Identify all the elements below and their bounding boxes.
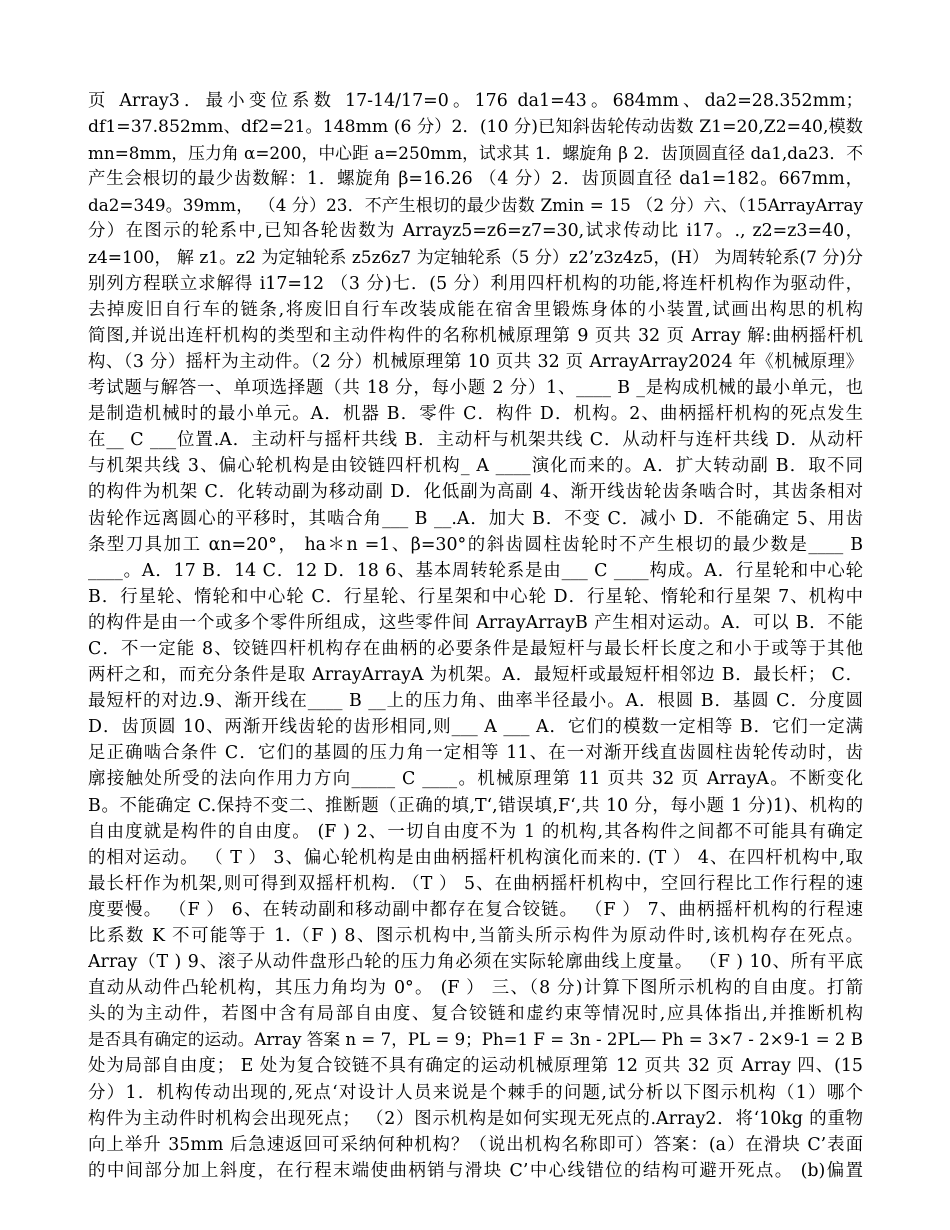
text-line: 的构件为机架 C．化转动副为移动副 D．化低副为高副 4、渐开线齿轮齿条啮合时，其齿条相对	[88, 482, 863, 503]
text-line: 度要慢。 （F ） 6、在转动副和移动副中都存在复合铰链。 （F ） 7、曲柄摇杆机构的行程速	[88, 899, 863, 920]
text-line: 在__ C ___位置.A．主动杆与摇杆共线 B．主动杆与机架共线 C．从动杆与连杆共线 D．从动杆	[88, 430, 863, 451]
text-line: 是否具有确定的运动。Array 答案 n = 7，PL = 9；Ph=1 F = 3n - 2PL— Ph = 3×7 - 2×9-1 = 2 B	[88, 1030, 863, 1050]
text-line: 构件为主动件时机构会出现死点； （2）图示机构是如何实现无死点的.Array2．将‘10kg 的重物	[88, 1108, 863, 1129]
text-line: 最短杆的对边.9、渐开线在____ B __上的压力角、曲率半径最小。A．根圆 B．基圆 C．分度圆	[88, 691, 863, 712]
text-line: df1=37.852mm、df2=21。148mm (6 分）2．(10 分)已知斜齿轮传动齿数 Z1=20,Z2=40,模数	[88, 117, 863, 138]
text-line: 处为局部自由度； E 处为复合铰链不具有确定的运动机械原理第 12 页共 32 页 Array 四、(15	[88, 1056, 863, 1077]
text-line: mn=8mm，压力角 α=200，中心距 a=250mm，试求其 1．螺旋角 β 2．齿顶圆直径 da1,da23．不	[88, 143, 863, 164]
text-line: 与机架共线 3、偏心轮机构是由铰链四杆机构_ A ____演化而来的。A．扩大转动副 B．取不同	[88, 456, 863, 477]
text-line: 是制造机械时的最小单元。A．机器 B．零件 C．构件 D．机构。2、曲柄摇杆机构的死点发生	[88, 404, 863, 425]
text-line: 的中间部分加上斜度，在行程末端使曲柄销与滑块 C’中心线错位的结构可避开死点。 (b)偏置	[88, 1160, 863, 1181]
text-line: 构、（3 分）摇杆为主动件。（2 分）机械原理第 10 页共 32 页 ArrayArray2024 年《机械原理》	[88, 351, 863, 372]
text-line: ____。A．17 B．14 C．12 D．18 6、基本周转轮系是由___ C ____构成。A．行星轮和中心轮	[88, 560, 863, 581]
text-line: 分）1．机构传动出现的,死点‘对设计人员来说是个棘手的问题,试分析以下图示机构（1）哪个	[88, 1082, 863, 1103]
text-line: 廓接触处所受的法向作用力方向_____ C ____。机械原理第 11 页共 32 页 ArrayA。不断变化	[88, 769, 863, 790]
text-line: 比系数 K 不可能等于 1.（F ) 8、图示机构中,当箭头所示构件为原动件时,该机构存在死点。	[88, 926, 863, 946]
text-line: C．不一定能 8、铰链四杆机构存在曲柄的必要条件是最短杆与最长杆长度之和小于或等于其他	[88, 638, 863, 659]
text-line: 简图,并说出连杆机构的类型和主动件构件的名称机械原理第 9 页共 32 页 Array 解:曲柄摇杆机	[88, 325, 863, 346]
document-body-text	[88, 88, 863, 1184]
text-line: Array（T ) 9、滚子从动件盘形凸轮的压力角必须在实际轮廓曲线上度量。 （F ) 10、所有平底	[88, 952, 863, 973]
text-line: 页 Array3．最小变位系数 17-14/17=0。176 da1=43。684mm、da2=28.352mm；	[88, 91, 863, 111]
text-line: 两杆之和，而充分条件是取 ArrayArrayA 为机架。A．最短杆或最短杆相邻边 B．最长杆； C．	[88, 665, 863, 686]
text-line: 分）在图示的轮系中,已知各轮齿数为 Arrayz5=z6=z7=30,试求传动比 i17。., z2=z3=40，	[88, 221, 863, 242]
text-line: da2=349。39mm， （4 分）23．不产生根切的最少齿数 Zmin = 15 （2 分）六、（15ArrayArray	[88, 195, 863, 216]
text-line: 条型刀具加工 αn=20°， ha＊n =1、β=30°的斜齿圆柱齿轮时不产生根切的最少数是____ B	[88, 534, 863, 555]
text-line: 最长杆作为机架,则可得到双摇杆机构. （T ） 5、在曲柄摇杆机构中，空回行程比工作行程的速	[88, 873, 863, 894]
text-line: B。不能确定 C.保持不变二、推断题（正确的填,T‘,错误填,F‘,共 10 分，每小题 1 分)1)、机构的	[88, 795, 863, 816]
text-line: 向上举升 35mm 后急速返回可采纳何种机构？（说出机构名称即可）答案：(a）在滑块 C’表面	[88, 1134, 863, 1155]
text-line: 的构件是由一个或多个零件所组成，这些零件间 ArrayArrayB 产生相对运动。A．可以 B．不能	[88, 612, 863, 633]
text-line: 产生会根切的最少齿数解：1．螺旋角 β=16.26 （4 分）2．齿顶圆直径 da1=182。667mm，	[88, 169, 863, 190]
text-line: 的相对运动。 （ T ） 3、偏心轮机构是由曲柄摇杆机构演化而来的. (T ） 4、在四杆机构中,取	[88, 847, 863, 868]
text-line: D．齿顶圆 10、两渐开线齿轮的齿形相同,则___ A ___ A．它们的模数一定相等 B．它们一定满	[88, 717, 863, 738]
text-line: z4=100， 解 z1。z2 为定轴轮系 z5z6z7 为定轴轮系（5 分）z2’z3z4z5，(H） 为周转轮系(7 分)分	[88, 247, 863, 268]
text-line: 足正确啮合条件 C．它们的基圆的压力角一定相等 11、在一对渐开线直齿圆柱齿轮传动时，齿	[88, 743, 863, 764]
text-line: 头的为主动件，若图中含有局部自由度、复合铰链和虚约束等情况时,应具体指出,并推断机构	[88, 1004, 863, 1025]
text-line: B．行星轮、惰轮和中心轮 C．行星轮、行星架和中心轮 D．行星轮、惰轮和行星架 7、机构中	[88, 586, 863, 607]
text-line: 别列方程联立求解得 i17=12 （3 分)七．(5 分）利用四杆机构的功能,将连杆机构作为驱动件，	[88, 273, 863, 294]
text-line: 齿轮作远离圆心的平移时，其啮合角___ B __.A．加大 B．不变 C．减小 D．不能确定 5、用齿	[88, 508, 863, 529]
text-line: 考试题与解答一、单项选择题（共 18 分，每小题 2 分）1、____ B _是构成机械的最小单元，也	[88, 378, 863, 399]
text-line: 直动从动件凸轮机构，其压力角均为 0°。 (F ） 三、（8 分)计算下图所示机构的自由度。打箭	[88, 978, 863, 999]
text-line: 自由度就是构件的自由度。 (F ) 2、一切自由度不为 1 的机构,其各构件之间都不可能具有确定	[88, 821, 863, 842]
text-line: 去掉废旧自行车的链条,将废旧自行车改装成能在宿舍里锻炼身体的小装置,试画出构思的机构	[88, 299, 863, 320]
